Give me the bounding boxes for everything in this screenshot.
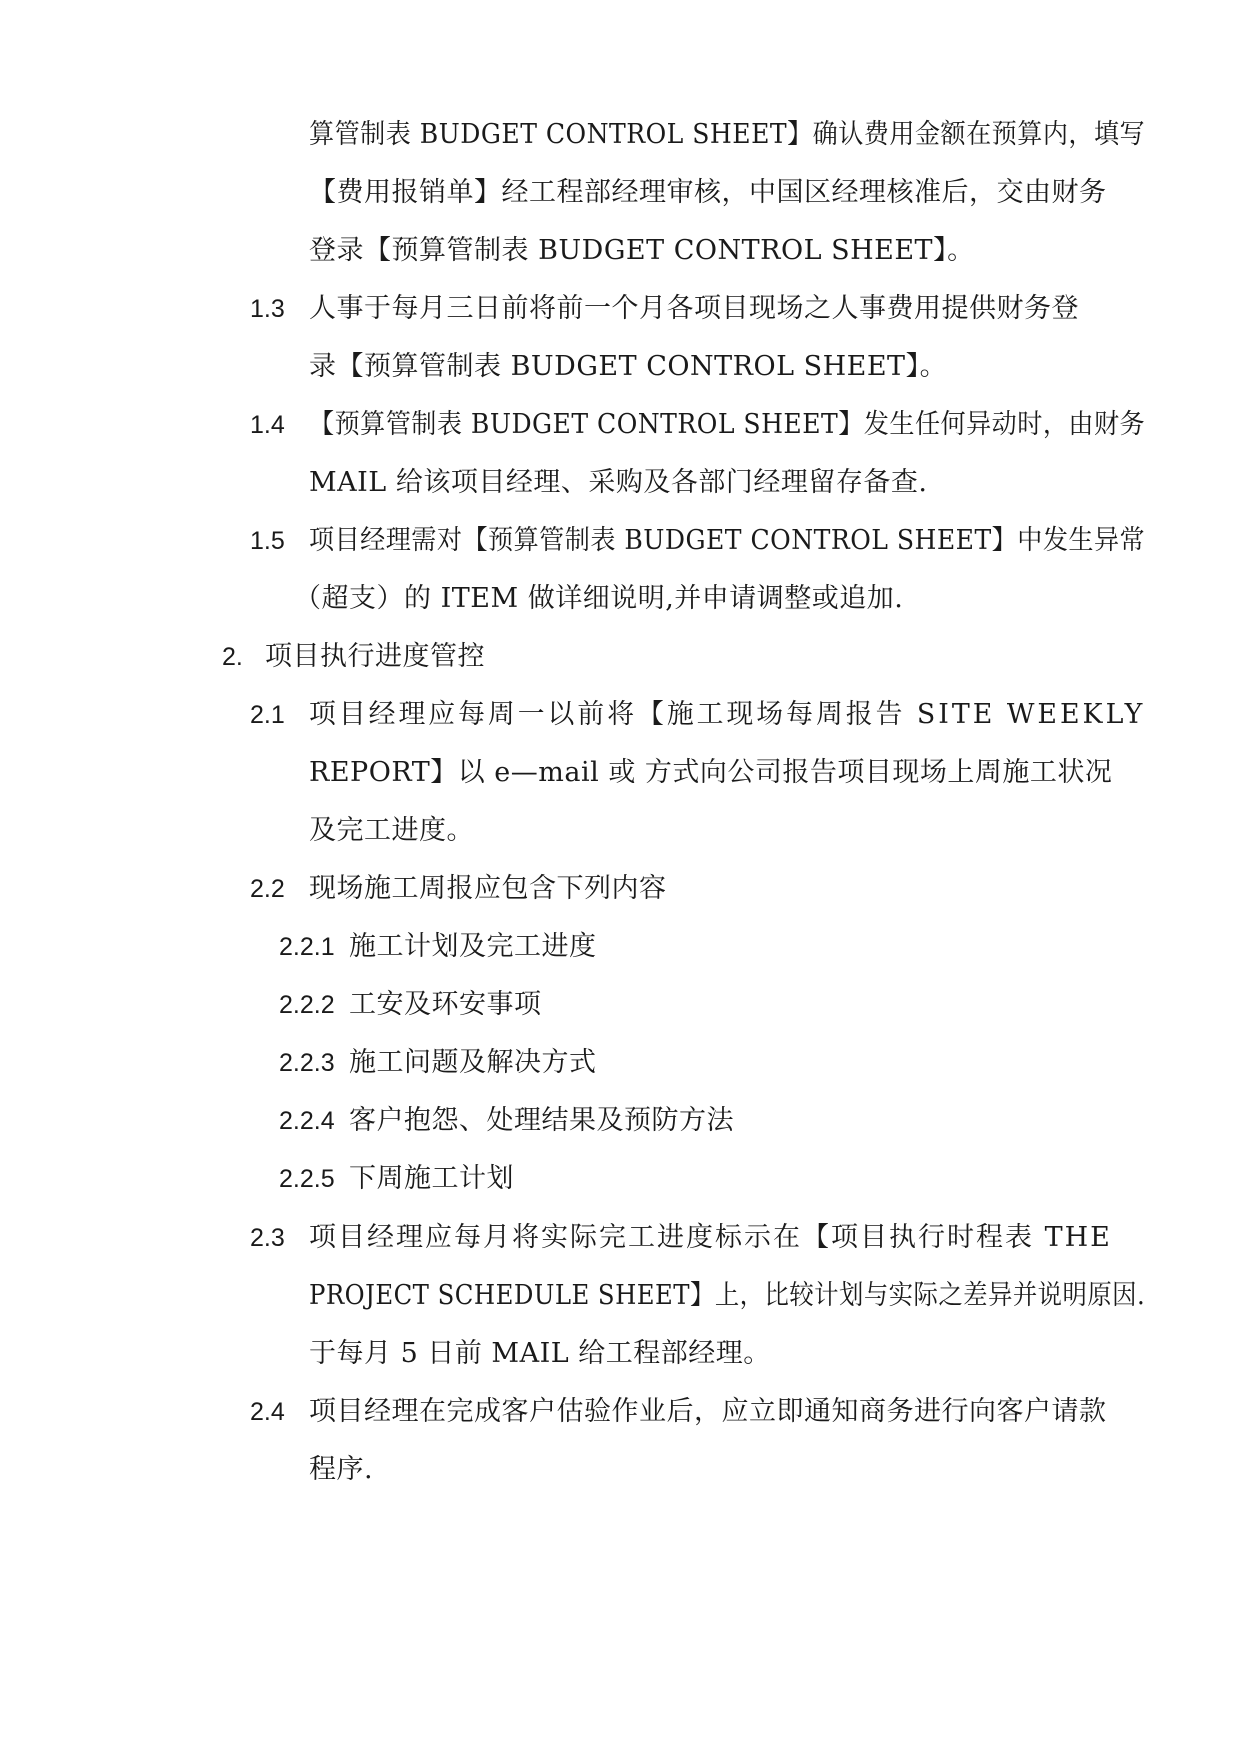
- text-line: 项目经理应每周一以前将【施工现场每周报告 SITE WEEKLY: [309, 699, 1146, 730]
- text-line: REPORT】以 e—mail 或 方式向公司报告项目现场上周施工状况: [309, 757, 1113, 788]
- list-item: 下周施工计划: [349, 1163, 514, 1194]
- section-number: 2.: [222, 643, 243, 671]
- text-line: 程序.: [309, 1454, 374, 1485]
- text-line: PROJECT SCHEDULE SHEET】上，比较计划与实际之差异并说明原因.: [309, 1280, 1146, 1311]
- section-number: 1.5: [250, 527, 285, 555]
- section-number: 1.4: [250, 411, 285, 439]
- text-line: （超支）的 ITEM 做详细说明,并申请调整或追加.: [294, 583, 904, 614]
- text-line: 【费用报销单】经工程部经理审核，中国区经理核准后，交由财务: [309, 177, 1107, 208]
- subsection-number: 2.2.2: [279, 991, 335, 1019]
- subsection-number: 2.2.1: [279, 933, 335, 961]
- subsection-number: 2.2.5: [279, 1165, 335, 1193]
- subsection-number: 2.2.4: [279, 1107, 335, 1135]
- text-line: 现场施工周报应包含下列内容: [309, 873, 667, 904]
- text-line: 项目经理应每月将实际完工进度标示在【项目执行时程表 THE: [309, 1222, 1112, 1253]
- section-number: 2.3: [250, 1224, 285, 1252]
- text-line: 【预算管制表 BUDGET CONTROL SHEET】发生任何异动时，由财务: [309, 409, 1146, 440]
- text-line: MAIL 给该项目经理、采购及各部门经理留存备查.: [309, 467, 928, 498]
- list-item: 施工问题及解决方式: [349, 1047, 597, 1078]
- section-number: 1.3: [250, 295, 285, 323]
- text-line: 及完工进度。: [309, 815, 474, 846]
- section-number: 2.4: [250, 1398, 285, 1426]
- list-item: 施工计划及完工进度: [349, 931, 597, 962]
- text-line: 项目经理需对【预算管制表 BUDGET CONTROL SHEET】中发生异常: [309, 525, 1146, 556]
- list-item: 工安及环安事项: [349, 989, 542, 1020]
- text-line: 项目经理在完成客户估验作业后，应立即通知商务进行向客户请款: [309, 1396, 1107, 1427]
- section-number: 2.1: [250, 701, 285, 729]
- text-line: 人事于每月三日前将前一个月各项目现场之人事费用提供财务登: [309, 293, 1079, 324]
- text-line: 于每月 5 日前 MAIL 给工程部经理。: [309, 1338, 771, 1369]
- text-line: 算管制表 BUDGET CONTROL SHEET】确认费用金额在预算内，填写: [309, 119, 1146, 150]
- section-heading: 项目执行进度管控: [265, 641, 485, 672]
- text-line: 登录【预算管制表 BUDGET CONTROL SHEET】。: [309, 235, 975, 266]
- subsection-number: 2.2.3: [279, 1049, 335, 1077]
- list-item: 客户抱怨、处理结果及预防方法: [349, 1105, 734, 1136]
- section-number: 2.2: [250, 875, 285, 903]
- text-line: 录【预算管制表 BUDGET CONTROL SHEET】。: [309, 351, 948, 382]
